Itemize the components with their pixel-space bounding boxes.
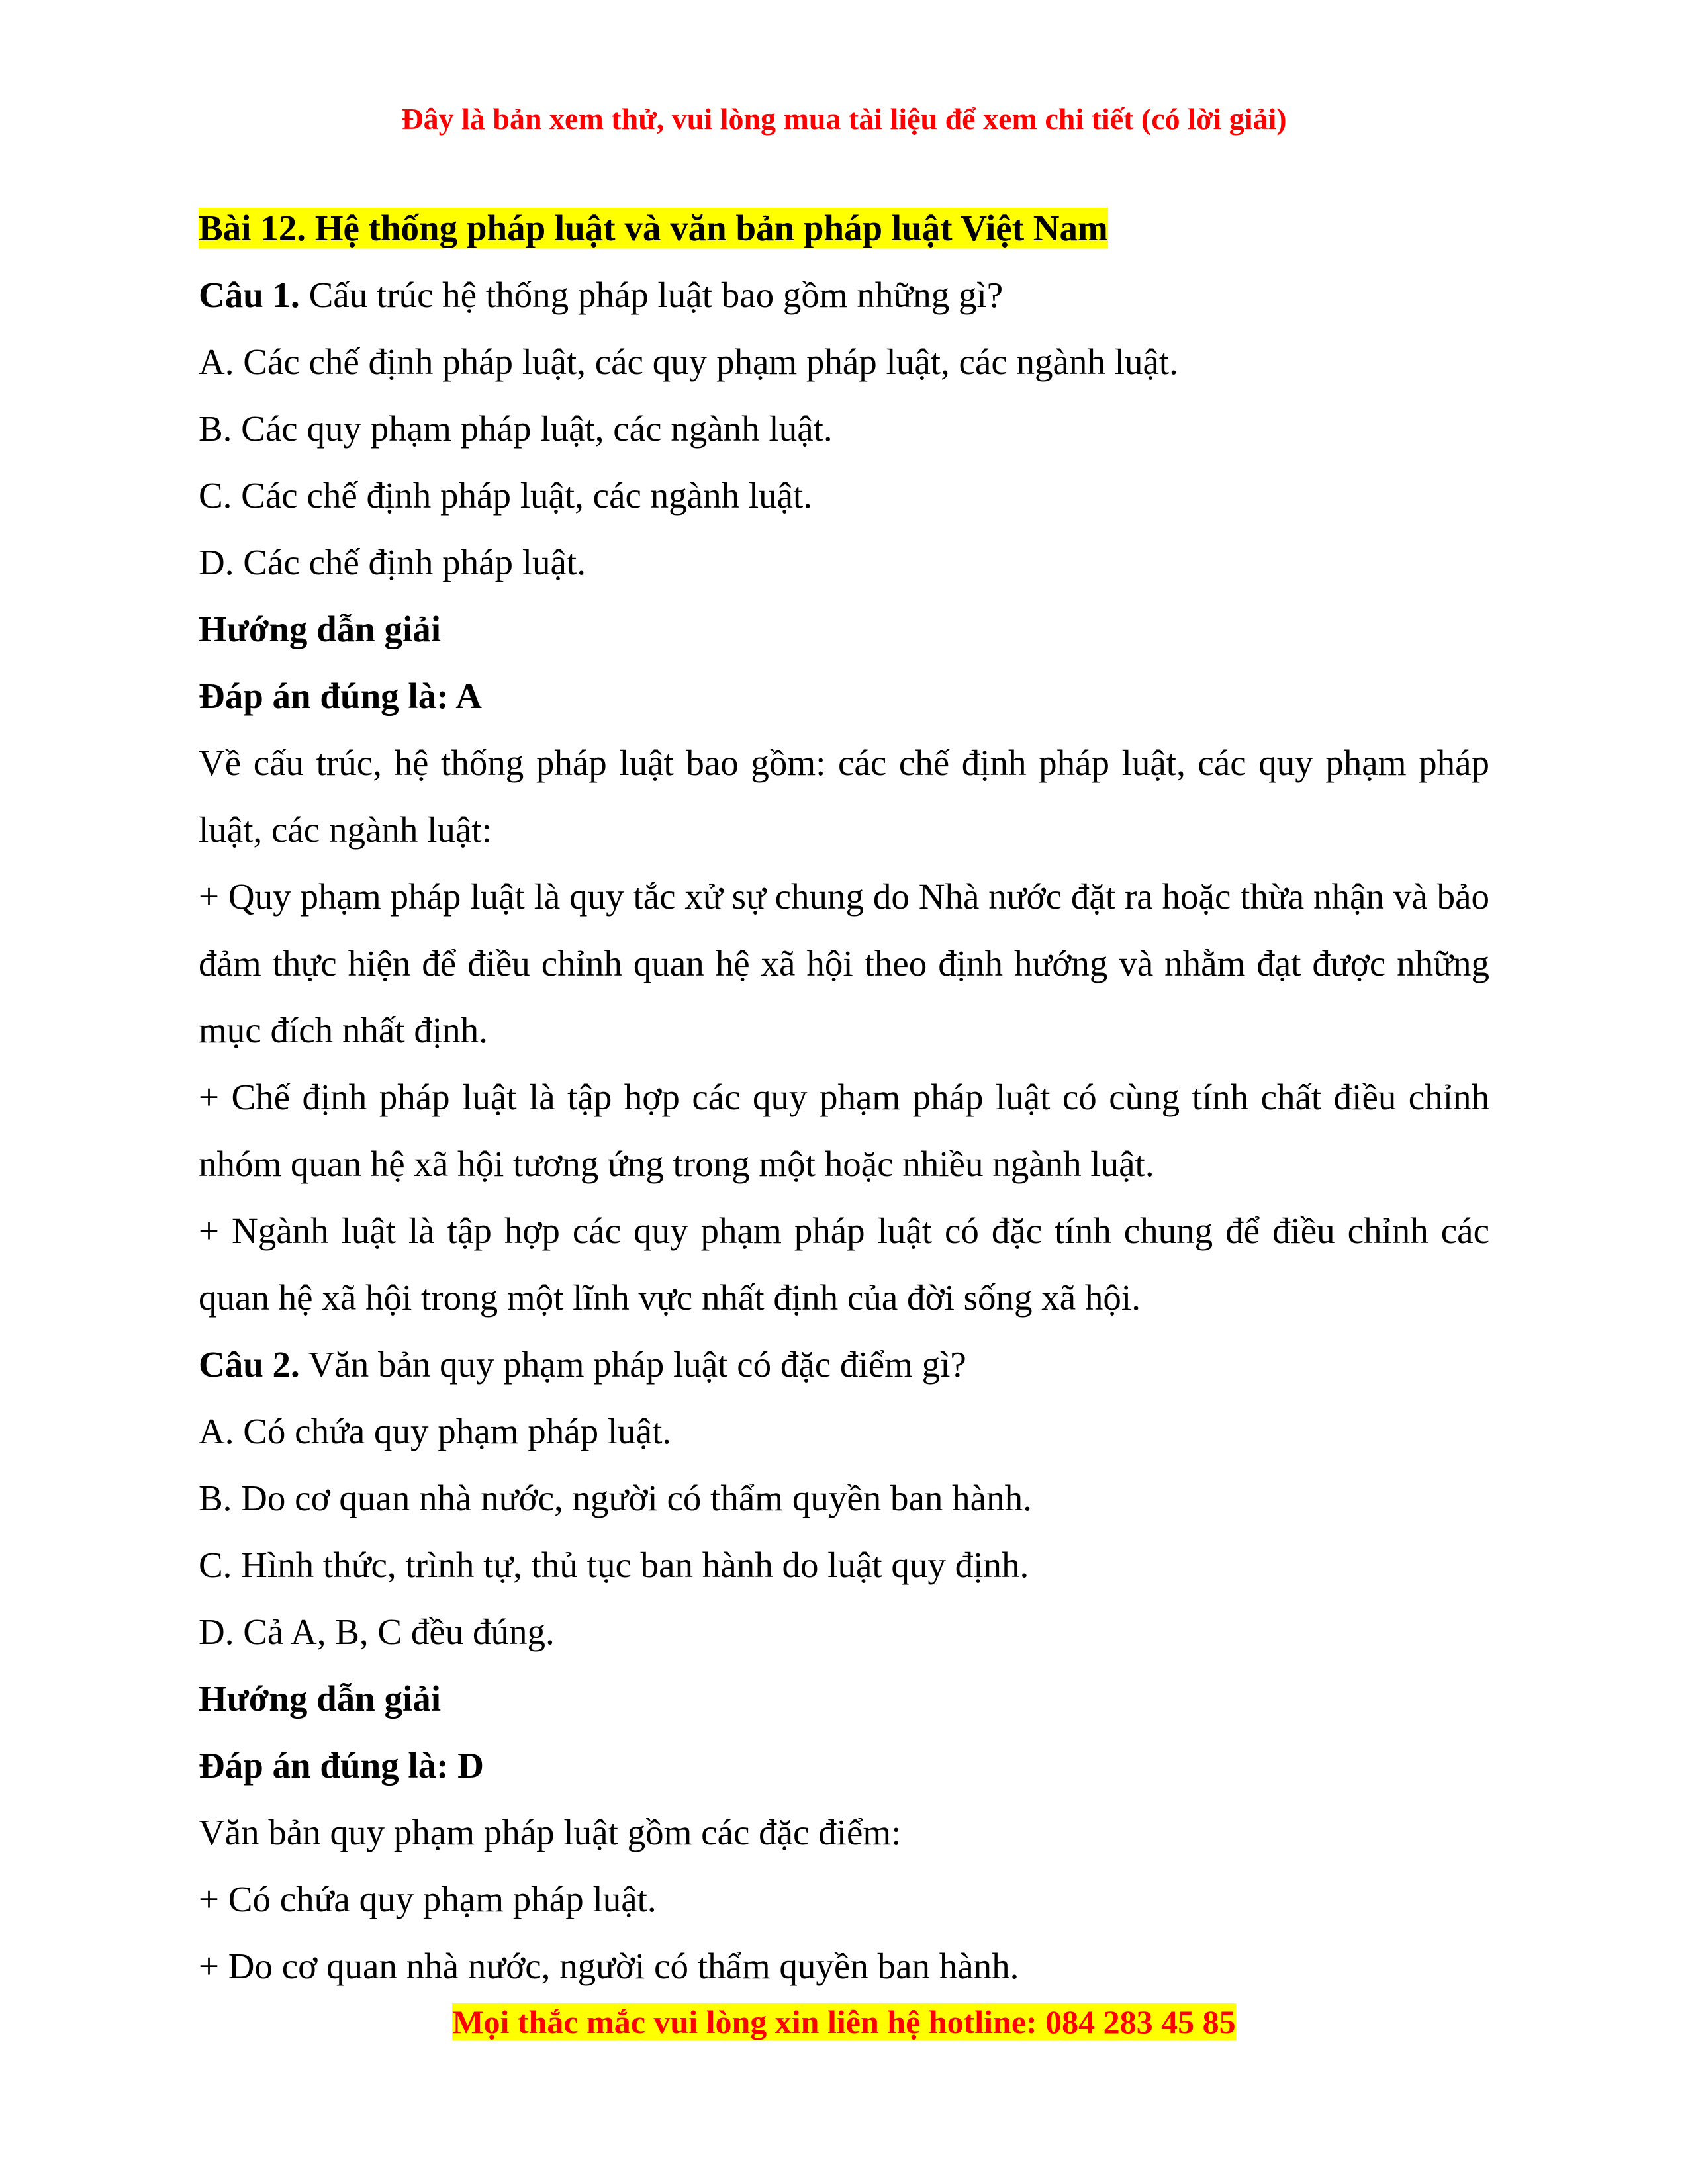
question-1-answer: Đáp án đúng là: A — [199, 676, 482, 716]
question-1-explanation-norm: + Quy phạm pháp luật là quy tắc xử sự chung do Nhà nước đặt ra hoặc thừa nhận và bảo đảm thực hiện để điều chỉnh quan hệ xã hội theo định hướng và nhằm đạt được những mục đích nhất định. — [199, 876, 1489, 1050]
question-2-explanation-point-1: + Có chứa quy phạm pháp luật. — [199, 1879, 657, 1919]
question-1-guide-heading: Hướng dẫn giải — [199, 609, 442, 649]
question-2-option-a: A. Có chứa quy phạm pháp luật. — [199, 1411, 672, 1451]
question-1 — [199, 261, 1489, 1331]
question-1-explanation-branch: + Ngành luật là tập hợp các quy phạm pháp luật có đặc tính chung để điều chỉnh các quan hệ xã hội trong một lĩnh vực nhất định của đời sống xã hội. — [199, 1210, 1489, 1318]
preview-notice-text: Đây là bản xem thử, vui lòng mua tài liệu để xem chi tiết (có lời giải) — [401, 102, 1287, 136]
question-2-option-b: B. Do cơ quan nhà nước, người có thẩm quyền ban hành. — [199, 1478, 1032, 1518]
question-1-label: Câu 1. — [199, 275, 300, 315]
question-1-option-a: A. Các chế định pháp luật, các quy phạm pháp luật, các ngành luật. — [199, 341, 1178, 382]
question-2-answer: Đáp án đúng là: D — [199, 1745, 484, 1786]
question-2-option-c: C. Hình thức, trình tự, thủ tục ban hành do luật quy định. — [199, 1545, 1029, 1585]
lesson-title — [199, 195, 1489, 261]
document-body — [199, 195, 1489, 1999]
question-2-text: Văn bản quy phạm pháp luật có đặc điểm gì? — [299, 1344, 966, 1385]
question-1-explanation-institution: + Chế định pháp luật là tập hợp các quy phạm pháp luật có cùng tính chất điều chỉnh nhóm quan hệ xã hội tương ứng trong một hoặc nhiều ngành luật. — [199, 1077, 1489, 1184]
question-2 — [199, 1331, 1489, 1999]
hotline-footer-text: Mọi thắc mắc vui lòng xin liên hệ hotline: 084 283 45 85 — [452, 2003, 1236, 2040]
hotline-footer — [0, 1999, 1688, 2045]
question-1-option-d: D. Các chế định pháp luật. — [199, 542, 586, 582]
question-2-explanation-point-2: + Do cơ quan nhà nước, người có thẩm quyền ban hành. — [199, 1946, 1019, 1986]
lesson-title-text: Bài 12. Hệ thống pháp luật và văn bản pháp luật Việt Nam — [199, 208, 1108, 248]
question-2-option-d: D. Cả A, B, C đều đúng. — [199, 1612, 555, 1652]
question-2-label: Câu 2. — [199, 1344, 300, 1385]
question-1-text: Cấu trúc hệ thống pháp luật bao gồm những gì? — [299, 275, 1004, 315]
question-1-explanation-intro: Về cấu trúc, hệ thống pháp luật bao gồm: các chế định pháp luật, các quy phạm pháp luật, các ngành luật: — [199, 743, 1489, 850]
question-2-stem — [199, 1331, 1489, 1398]
question-2-explanation-intro: Văn bản quy phạm pháp luật gồm các đặc điểm: — [199, 1812, 902, 1852]
preview-notice — [0, 99, 1688, 139]
question-1-option-c: C. Các chế định pháp luật, các ngành luật. — [199, 475, 813, 516]
question-1-option-b: B. Các quy phạm pháp luật, các ngành luật. — [199, 408, 833, 449]
question-1-stem — [199, 261, 1489, 328]
question-2-guide-heading: Hướng dẫn giải — [199, 1678, 442, 1719]
